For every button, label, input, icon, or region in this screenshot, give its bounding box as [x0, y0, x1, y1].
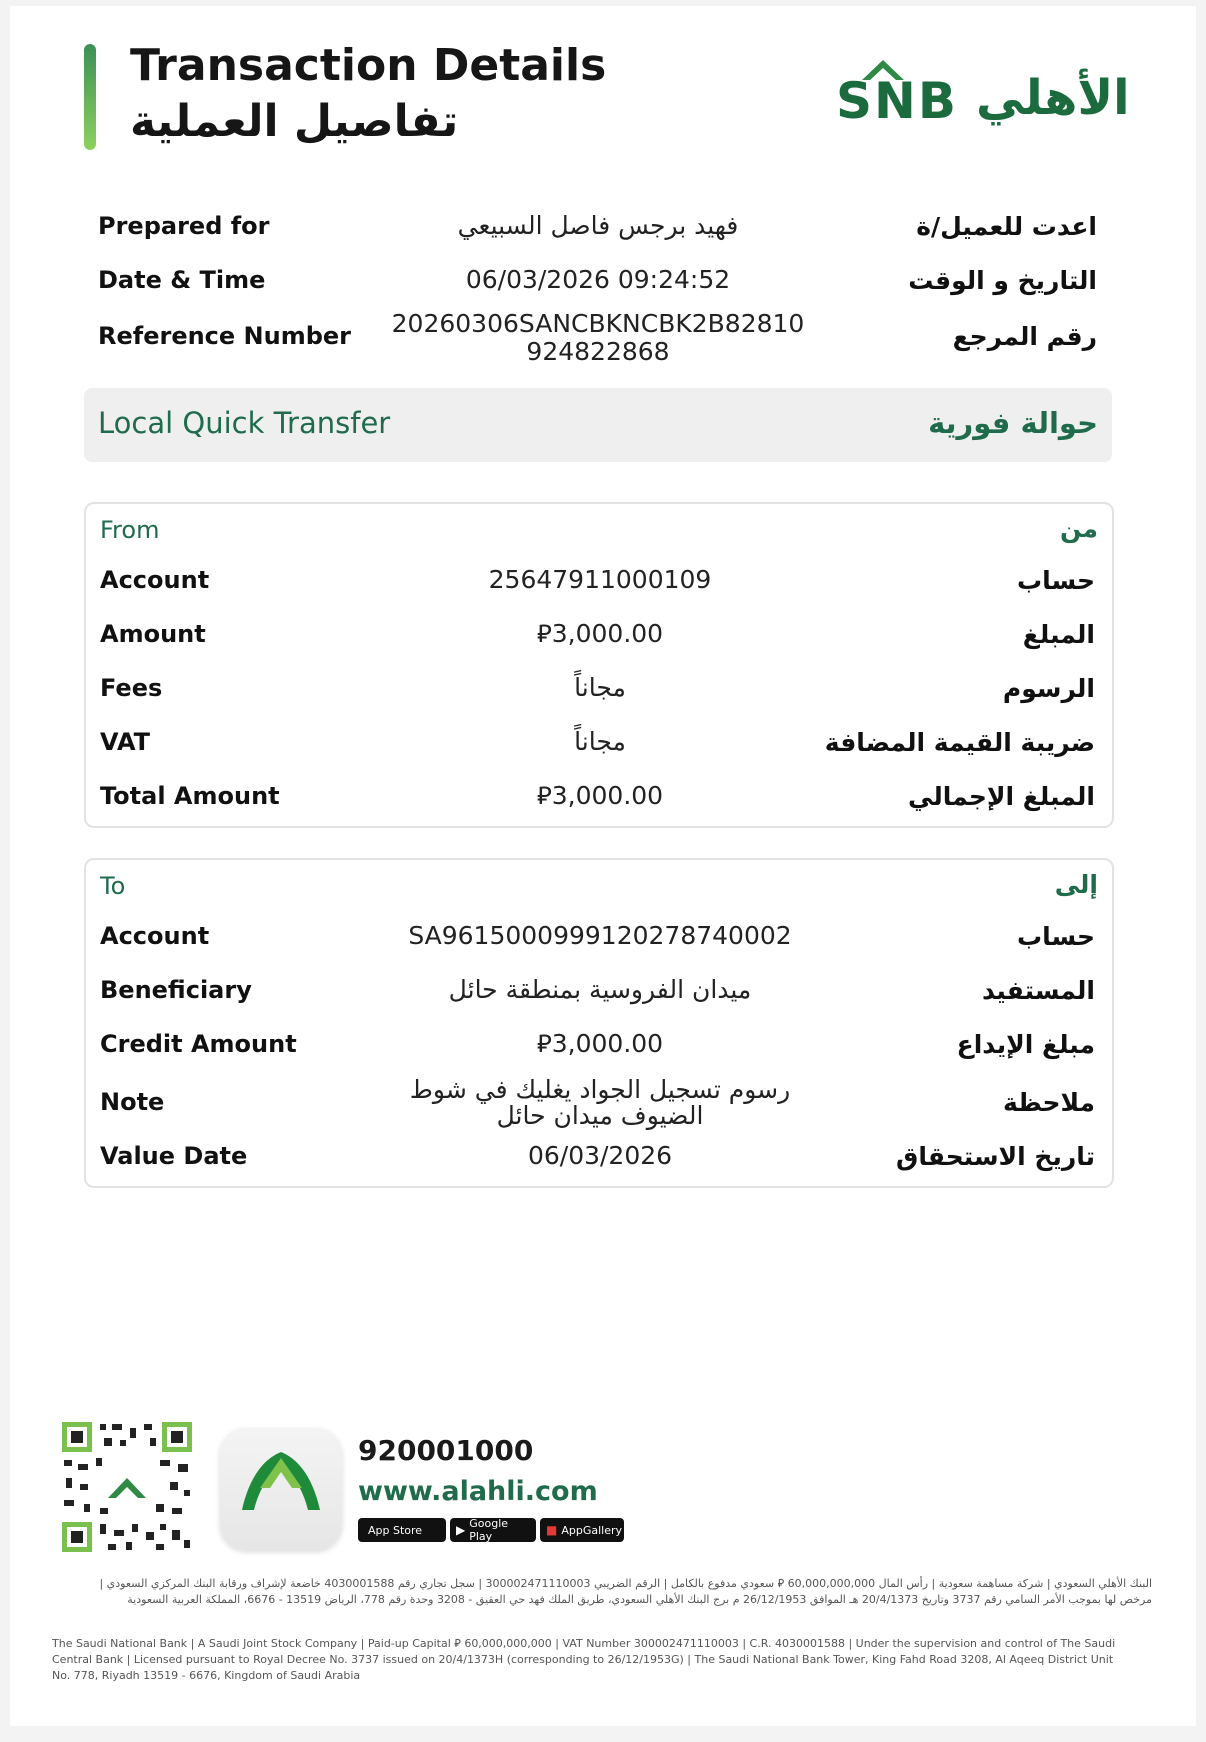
- page-title: Transaction Details: [130, 40, 607, 91]
- snb-logo: [836, 56, 1130, 130]
- label-en: Credit Amount: [100, 1030, 297, 1058]
- label-ar: المستفيد: [981, 976, 1095, 1005]
- page-title-arabic: تفاصيل العملية: [130, 96, 459, 147]
- label-ar: الرسوم: [1002, 674, 1095, 703]
- to-row-note: [100, 1075, 1095, 1142]
- label-en: Total Amount: [100, 782, 280, 810]
- legal-text-english: The Saudi National Bank | A Saudi Joint Stock Company | Paid-up Capital ⃁ 60,000,000,000 | VAT Number 300002471110003 | C.R. 4030001588 | Under the supervision and control of The Saudi Central Bank | Licensed pursuant to Royal Decree No. 3737 issued on 20/4/1373H (corresponding to 26/12/1953G) | The Saudi National Bank Tower, King Fahd Road 3208, Al Aqeeq District Unit No. 778, Riyadh 13519 - 6676, Kingdom of Saudi Arabia: [52, 1637, 1116, 1682]
- appgallery-badge[interactable]: [540, 1518, 624, 1542]
- label-ar: ملاحظة: [1003, 1088, 1095, 1117]
- label-en: Date & Time: [98, 266, 266, 294]
- logo-latin: SNB: [836, 72, 958, 130]
- logo-arabic: الأهلي: [976, 70, 1130, 126]
- value: ⃁3,000.00: [536, 1029, 664, 1058]
- app-store-label: App Store: [368, 1523, 423, 1537]
- value: فهيد برجس فاصل السبيعي: [457, 211, 739, 240]
- value: ⃁3,000.00: [536, 619, 664, 648]
- app-store-badge[interactable]: [358, 1518, 446, 1542]
- value: مجاناً: [574, 727, 626, 756]
- legal-text-arabic: البنك الأهلي السعودي | شركة مساهمة سعودية | رأس المال 60,000,000,000 ⃁ سعودي مدفوع بالكامل | الرقم الضريبي 300002471110003 | سجل تجاري رقم 4030001588 خاضعة لإشراف ورقابة البنك المركزي السعودي | مرخص لها بموجب الأمر السامي رقم 3737 وتاريخ 20/4/1373 هـ الموافق 26/12/1953 م برج البنك الأهلي السعودي، طريق الملك فهد حي العقيق - 3208 وحدة رقم 778، الرياض 13519 - 6676، المملكة العربية السعودية: [99, 1577, 1152, 1606]
- to-heading-ar: إلى: [1054, 870, 1098, 899]
- to-row-account: [100, 922, 1095, 962]
- contact-phone[interactable]: 920001000: [358, 1434, 534, 1467]
- value: 25647911000109: [488, 565, 712, 594]
- info-row-date-time: [98, 266, 1097, 306]
- value: رسوم تسجيل الجواد يغليك في شوط: [409, 1075, 791, 1104]
- to-row-beneficiary: [100, 976, 1095, 1016]
- appgallery-label: AppGallery: [561, 1523, 623, 1537]
- value: SA9615000999120278740002: [408, 921, 792, 950]
- huawei-icon: ■: [546, 1523, 558, 1537]
- qr-code-icon[interactable]: [60, 1420, 194, 1554]
- google-play-badge[interactable]: [450, 1518, 536, 1542]
- label-en: Note: [100, 1088, 165, 1116]
- play-icon: ▶: [456, 1523, 466, 1537]
- label-en: Prepared for: [98, 212, 270, 240]
- label-ar: المبلغ الإجمالي: [908, 782, 1095, 811]
- label-en: VAT: [100, 728, 151, 756]
- value: ميدان الفروسية بمنطقة حائل: [448, 975, 752, 1004]
- app-arch-icon: [220, 1428, 342, 1550]
- label-en: Account: [100, 922, 210, 950]
- label-en: Account: [100, 566, 210, 594]
- label-ar: حساب: [1017, 922, 1095, 951]
- label-ar: ضريبة القيمة المضافة: [824, 728, 1095, 757]
- from-heading-en: From: [100, 516, 160, 544]
- label-ar: حساب: [1017, 566, 1095, 595]
- value: 20260306SANCBKNCBK2B82810: [391, 309, 805, 338]
- title-accent-bar: [84, 44, 96, 150]
- value: 06/03/2026 09:24:52: [465, 265, 731, 294]
- label-en: Reference Number: [98, 322, 352, 350]
- info-row-prepared-for: [98, 212, 1097, 252]
- label-ar: تاريخ الاستحقاق: [896, 1142, 1095, 1171]
- label-ar: رقم المرجع: [952, 322, 1097, 351]
- label-en: Value Date: [100, 1142, 248, 1170]
- from-row-vat: [100, 728, 1095, 768]
- to-card: [84, 858, 1114, 1188]
- to-row-value-date: [100, 1142, 1095, 1182]
- google-play-label: Google Play: [469, 1517, 509, 1543]
- info-row-reference: [98, 309, 1097, 380]
- snb-app-icon[interactable]: [220, 1428, 342, 1550]
- value: ⃁3,000.00: [536, 781, 664, 810]
- from-card: [84, 502, 1114, 828]
- label-ar: التاريخ و الوقت: [908, 266, 1097, 295]
- label-ar: مبلغ الإيداع: [956, 1030, 1095, 1059]
- label-en: Amount: [100, 620, 206, 648]
- from-row-fees: [100, 674, 1095, 714]
- label-en: Beneficiary: [100, 976, 252, 1004]
- from-row-account: [100, 566, 1095, 606]
- website-link[interactable]: www.alahli.com: [358, 1476, 598, 1507]
- label-en: Fees: [100, 674, 163, 702]
- from-row-total: [100, 782, 1095, 822]
- value: مجاناً: [574, 673, 626, 702]
- to-row-credit-amount: [100, 1030, 1095, 1070]
- transfer-type-en: Local Quick Transfer: [98, 406, 391, 440]
- value-line-2: الضيوف ميدان حائل: [496, 1101, 704, 1130]
- label-ar: اعدت للعميل/ة: [916, 212, 1097, 241]
- to-heading-en: To: [100, 872, 126, 900]
- label-ar: المبلغ: [1022, 620, 1095, 649]
- from-heading-ar: من: [1060, 514, 1098, 543]
- value-line-2: 924822868: [526, 337, 670, 366]
- value: 06/03/2026: [527, 1141, 673, 1170]
- transfer-type-ar: حوالة فورية: [928, 406, 1098, 440]
- transfer-type-band: [84, 388, 1112, 462]
- from-row-amount: [100, 620, 1095, 660]
